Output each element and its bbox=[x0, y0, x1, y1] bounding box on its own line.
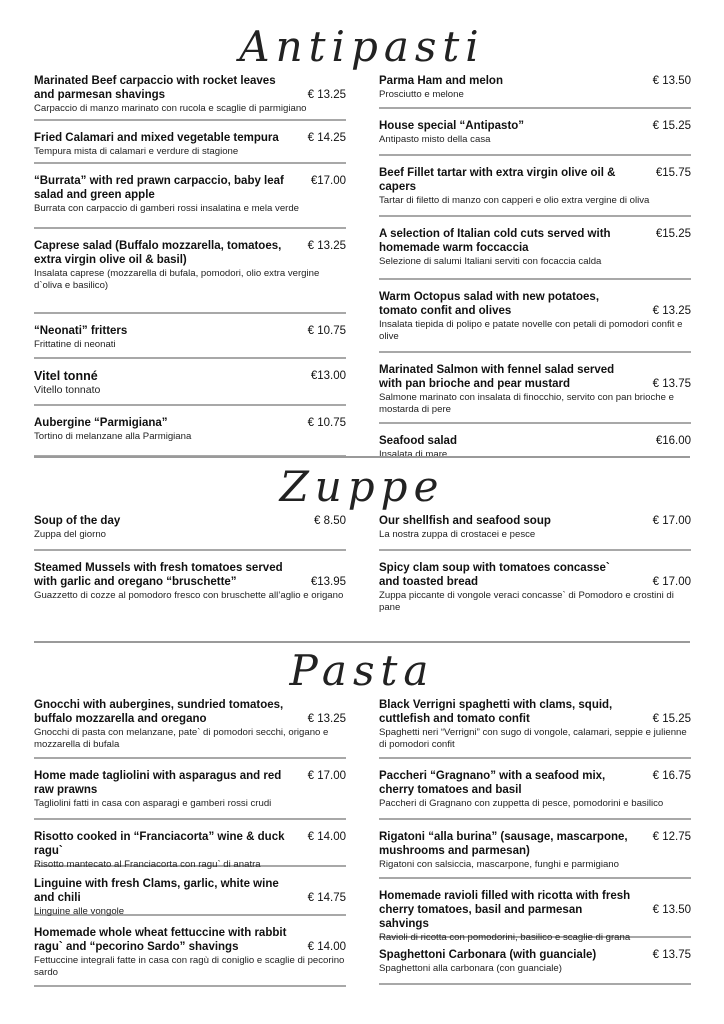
menu-item-name: Gnocchi with aubergines, sundried tomatoes, buffalo mozzarella and oregano bbox=[34, 699, 284, 725]
section-divider bbox=[34, 641, 690, 643]
menu-item bbox=[379, 162, 691, 217]
menu-item bbox=[34, 365, 346, 406]
menu-item bbox=[34, 412, 346, 457]
menu-item-name: Marinated Salmon with fennel salad served with pan brioche and pear mustard bbox=[379, 364, 615, 390]
menu-item-name: Marinated Beef carpaccio with rocket leaves and parmesan shavings bbox=[34, 75, 276, 101]
menu-item-name: Paccheri “Gragnano” with a seafood mix, cherry tomatoes and basil bbox=[379, 770, 606, 796]
menu-item bbox=[379, 286, 691, 353]
menu-item-desc: Vitello tonnato bbox=[34, 384, 101, 396]
section-divider bbox=[34, 456, 690, 458]
menu-item bbox=[379, 557, 691, 618]
menu-item-desc: Burrata con carpaccio di gamberi rossi insalatina e mela verde bbox=[34, 203, 300, 214]
menu-item-desc: Prosciutto e melone bbox=[379, 89, 464, 100]
pasta-left-column bbox=[34, 694, 346, 993]
menu-item bbox=[34, 127, 346, 164]
menu-item bbox=[379, 223, 691, 280]
zuppe-left-column bbox=[34, 510, 346, 624]
menu-item-price: € 13.25 bbox=[652, 305, 691, 317]
menu-item-desc: Frittatine di neonati bbox=[34, 339, 116, 350]
menu-item-name: Homemade whole wheat fettuccine with rabbit ragu` and “pecorino Sardo” shavings bbox=[34, 927, 287, 953]
menu-item-name: Homemade ravioli filled with ricotta with fresh cherry tomatoes, basil and parmesan sahvings bbox=[379, 890, 631, 930]
menu-item-price: €13.95 bbox=[310, 576, 346, 588]
menu-item-name: Our shellfish and seafood soup bbox=[379, 515, 551, 527]
menu-item-price: €15.75 bbox=[655, 167, 691, 179]
menu-item-name: Home made tagliolini with asparagus and red raw prawns bbox=[34, 770, 282, 796]
menu-item-name: Risotto cooked in “Franciacorta” wine & duck ragu` bbox=[34, 831, 285, 857]
menu-item-desc: Antipasto misto della casa bbox=[379, 134, 491, 145]
menu-item-desc: Paccheri di Gragnano con zuppetta di pesce, pomodorini e basilico bbox=[379, 798, 664, 809]
menu-item-price: € 17.00 bbox=[307, 770, 346, 782]
menu-item-name: House special “Antipasto” bbox=[379, 120, 525, 132]
menu-item-name: Spicy clam soup with tomatoes concasse` and toasted bread bbox=[379, 562, 610, 588]
menu-item-desc: Carpaccio di manzo marinato con rucola e scaglie di parmigiano bbox=[34, 103, 307, 114]
menu-item-desc: Tortino di melanzane alla Parmigiana bbox=[34, 431, 192, 442]
menu-item-desc: Rigatoni con salsiccia, mascarpone, funghi e parmigiano bbox=[379, 859, 619, 870]
menu-item-desc: Risotto mantecato al Franciacorta con ragu` di anatra bbox=[34, 859, 261, 870]
menu-item-desc: Insalata tiepida di polipo e patate novelle con petali di pomodori confit e olive bbox=[379, 319, 683, 342]
menu-item-price: € 17.00 bbox=[652, 515, 691, 527]
menu-item-desc: Tempura mista di calamari e verdure di stagione bbox=[34, 146, 239, 157]
menu-item bbox=[379, 944, 691, 985]
menu-item-desc: Linguine alle vongole bbox=[34, 906, 125, 917]
menu-item bbox=[34, 765, 346, 820]
menu-item bbox=[34, 70, 346, 121]
menu-item-desc: Salmone marinato con insalata di finocchio, servito con pan brioche e mostarda di pere bbox=[379, 392, 674, 415]
menu-item-name: Aubergine “Parmigiana” bbox=[34, 417, 168, 429]
menu-item-name: Rigatoni “alla burina” (sausage, mascarpone, mushrooms and parmesan) bbox=[379, 831, 628, 857]
menu-item-desc: La nostra zuppa di crostacei e pesce bbox=[379, 529, 536, 540]
menu-item bbox=[34, 510, 346, 551]
menu-item-desc: Spaghetti neri “Verrigni” con sugo di vongole, calamari, seppie e julienne di pomodori confit bbox=[379, 727, 687, 750]
menu-item-desc: Fettuccine integrali fatte in casa con ragù di coniglio e scaglie di pecorino sardo bbox=[34, 955, 345, 978]
menu-item-price: € 8.50 bbox=[314, 515, 346, 527]
menu-item-name: Fried Calamari and mixed vegetable tempura bbox=[34, 132, 279, 144]
menu-item-price: € 13.25 bbox=[307, 713, 346, 725]
zuppe-right-column bbox=[379, 510, 691, 624]
menu-item-name: A selection of Italian cold cuts served with homemade warm foccaccia bbox=[379, 228, 611, 254]
menu-item bbox=[379, 765, 691, 820]
menu-item-desc: Guazzetto di cozze al pomodoro fresco con bruschette all’aglio e origano bbox=[34, 590, 344, 601]
menu-item-price: € 14.75 bbox=[307, 892, 346, 904]
menu-item bbox=[34, 694, 346, 759]
menu-item bbox=[379, 885, 691, 943]
menu-item bbox=[379, 510, 691, 551]
menu-item-desc: Insalata di mare bbox=[379, 449, 448, 460]
menu-item bbox=[34, 826, 346, 870]
menu-item-price: € 14.00 bbox=[307, 831, 346, 843]
menu-item-price: €15.25 bbox=[655, 228, 691, 240]
menu-item bbox=[34, 557, 346, 618]
menu-item-name: Parma Ham and melon bbox=[379, 75, 503, 87]
menu-item-price: € 16.75 bbox=[652, 770, 691, 782]
menu-item bbox=[379, 694, 691, 759]
menu-item-price: € 10.75 bbox=[307, 417, 346, 429]
section-title-antipasti: Antipasti bbox=[239, 22, 485, 71]
menu-item-price: € 13.75 bbox=[652, 949, 691, 961]
menu-item-desc: Tagliolini fatti in casa con asparagi e gamberi rossi crudi bbox=[34, 798, 272, 809]
menu-item-desc: Spaghettoni alla carbonara (con guanciale) bbox=[379, 963, 562, 974]
menu-item bbox=[34, 235, 346, 314]
menu-item-price: € 15.25 bbox=[652, 120, 691, 132]
menu-item-name: Caprese salad (Buffalo mozzarella, tomatoes, extra virgin olive oil & basil) bbox=[34, 240, 282, 266]
menu-item bbox=[379, 826, 691, 879]
antipasti-right-column bbox=[379, 70, 691, 473]
menu-item-price: €17.00 bbox=[310, 175, 346, 187]
menu-item-name: Seafood salad bbox=[379, 435, 457, 447]
menu-item-name: Linguine with fresh Clams, garlic, white wine and chili bbox=[34, 878, 279, 904]
menu-item-desc: Ravioli di ricotta con pomodorini, basilico e scaglie di grana bbox=[379, 932, 631, 943]
section-title-pasta: Pasta bbox=[289, 646, 435, 695]
menu-item-desc: Tartar di filetto di manzo con capperi e olio extra vergine di oliva bbox=[379, 195, 650, 206]
menu-item-price: € 13.25 bbox=[307, 240, 346, 252]
menu-item bbox=[34, 320, 346, 359]
menu-item-desc: Zuppa piccante di vongole veraci concasse` di Pomodoro e crostini di pane bbox=[379, 590, 674, 613]
menu-item bbox=[34, 170, 346, 229]
menu-item bbox=[34, 922, 346, 987]
menu-item-name: Steamed Mussels with fresh tomatoes served with garlic and oregano “bruschette” bbox=[34, 562, 283, 588]
menu-item-name: Black Verrigni spaghetti with clams, squid, cuttlefish and tomato confit bbox=[379, 699, 613, 725]
antipasti-left-column bbox=[34, 70, 346, 463]
menu-item-price: € 13.75 bbox=[652, 378, 691, 390]
menu-item-price: €13.00 bbox=[310, 370, 346, 382]
menu-item bbox=[379, 70, 691, 109]
pasta-right-column bbox=[379, 694, 691, 991]
menu-item bbox=[379, 359, 691, 424]
menu-item bbox=[379, 115, 691, 156]
menu-item-desc: Gnocchi di pasta con melanzane, pate` di pomodori secchi, origano e mozzarella di bufala bbox=[34, 727, 329, 750]
menu-item-price: € 13.50 bbox=[652, 904, 691, 916]
section-title-zuppe: Zuppe bbox=[279, 462, 445, 511]
menu-item-name: Soup of the day bbox=[34, 515, 121, 527]
menu-item-name: “Burrata” with red prawn carpaccio, baby leaf salad and green apple bbox=[34, 175, 284, 201]
menu-item-price: € 12.75 bbox=[652, 831, 691, 843]
menu-item-price: € 17.00 bbox=[652, 576, 691, 588]
menu-item bbox=[34, 873, 346, 916]
menu-item-price: € 13.50 bbox=[652, 75, 691, 87]
menu-item-desc: Selezione di salumi Italiani serviti con focaccia calda bbox=[379, 256, 602, 267]
menu-item-price: €16.00 bbox=[655, 435, 691, 447]
menu-item-desc: Zuppa del giorno bbox=[34, 529, 107, 540]
menu-item-price: € 14.00 bbox=[307, 941, 346, 953]
menu-item-price: € 15.25 bbox=[652, 713, 691, 725]
menu-item-price: € 10.75 bbox=[307, 325, 346, 337]
menu-item-desc: Insalata caprese (mozzarella di bufala, pomodori, olio extra vergine d`oliva e basilico) bbox=[34, 268, 320, 291]
menu-item-name: Spaghettoni Carbonara (with guanciale) bbox=[379, 949, 597, 961]
menu-item-price: € 14.25 bbox=[307, 132, 346, 144]
menu-item-name: Beef Fillet tartar with extra virgin olive oil & capers bbox=[379, 167, 616, 193]
menu-item-name: Vitel tonné bbox=[34, 369, 98, 383]
menu-item-name: “Neonati” fritters bbox=[34, 325, 128, 337]
menu-item-name: Warm Octopus salad with new potatoes, tomato confit and olives bbox=[379, 291, 600, 317]
menu-item-price: € 13.25 bbox=[307, 89, 346, 101]
